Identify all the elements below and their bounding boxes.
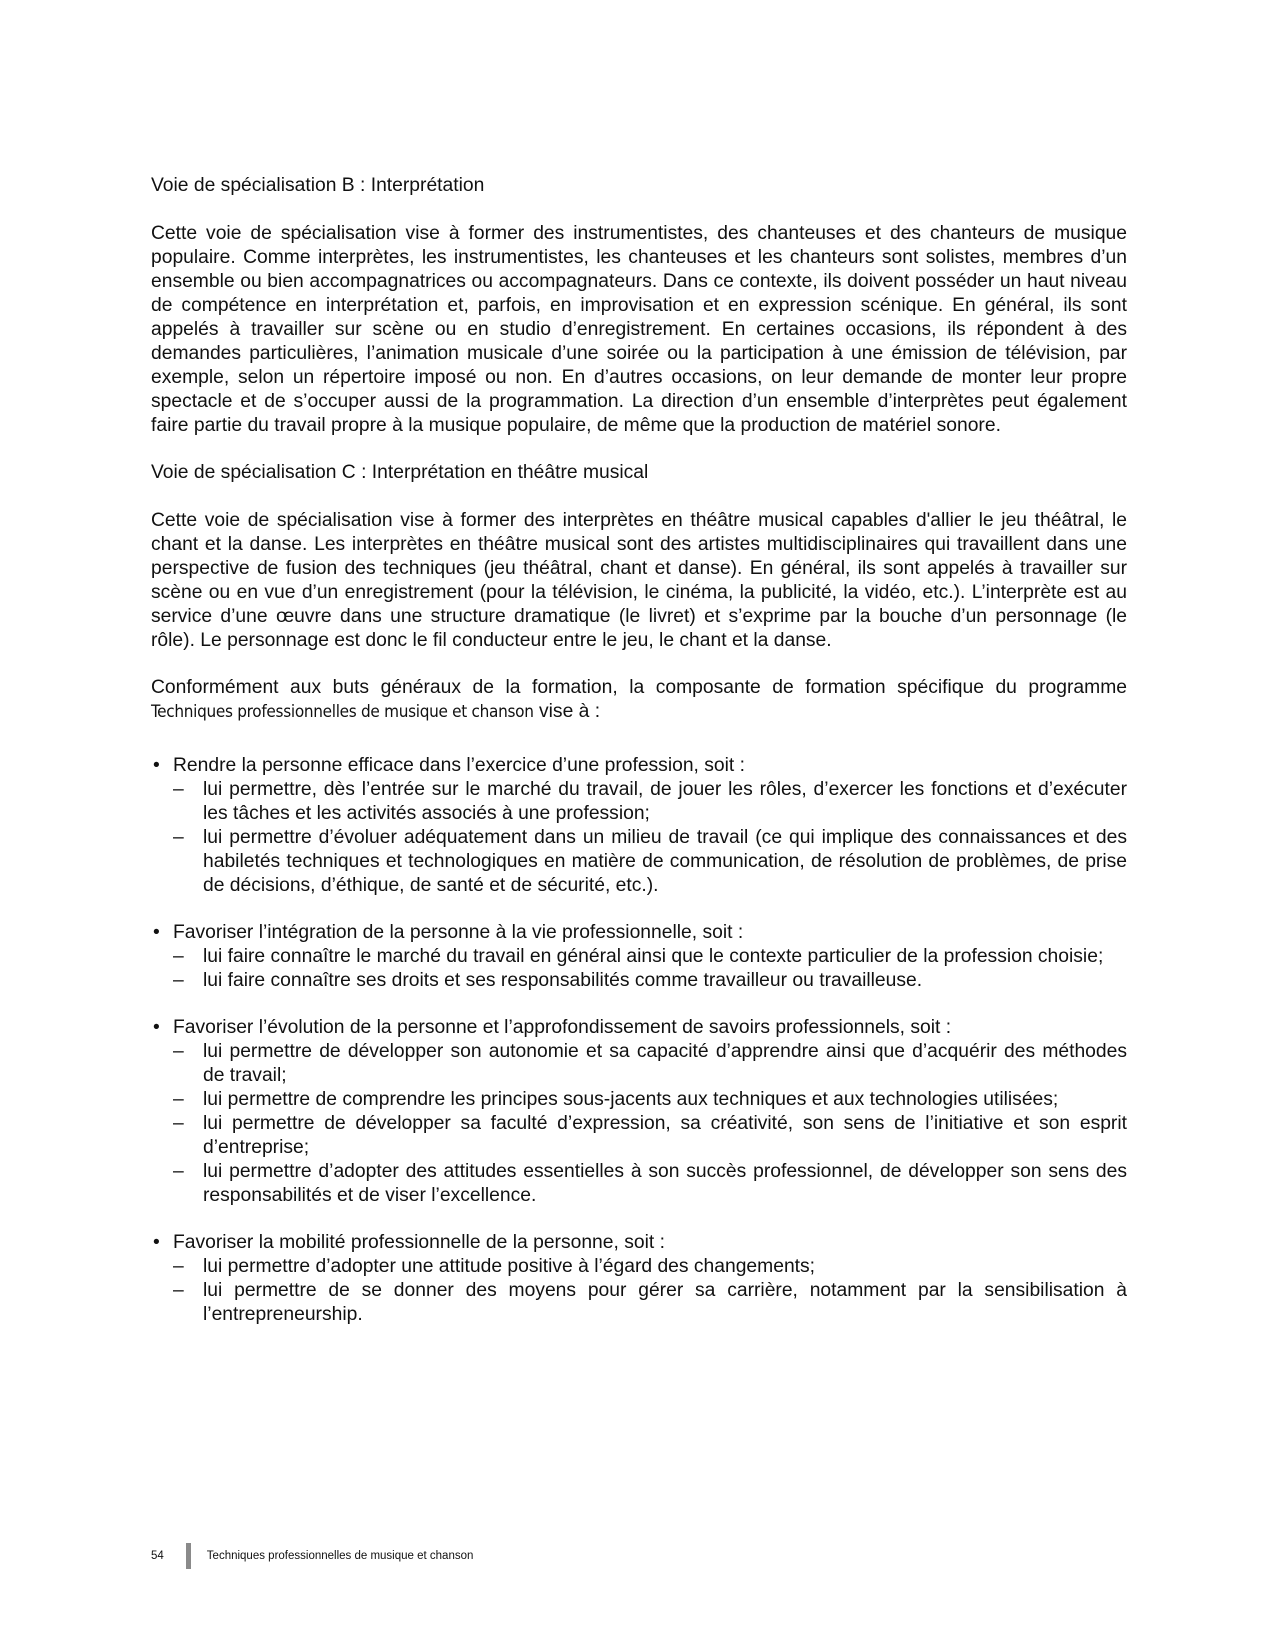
- goal-item: [151, 921, 1127, 993]
- goal-subitem: – lui permettre de développer son autonomie et sa capacité d’apprendre ainsi que d’acquérir des méthodes de travail;: [151, 1040, 1127, 1088]
- goal-subitem: – lui faire connaître le marché du travail en général ainsi que le contexte particulier de la profession choisie;: [151, 945, 1127, 969]
- intro-paragraph: [151, 676, 1127, 724]
- goal-subitem: – lui faire connaître ses droits et ses responsabilités comme travailleur ou travailleuse.: [151, 969, 1127, 993]
- goal-item: [151, 1231, 1127, 1327]
- goal-subitem: – lui permettre d’adopter une attitude positive à l’égard des changements;: [151, 1255, 1127, 1279]
- goal-subitems: [151, 945, 1127, 993]
- section-body-c: Cette voie de spécialisation vise à former des interprètes en théâtre musical capables d'allier le jeu théâtral, le chant et la danse. Les interprètes en théâtre musical sont des artistes multidisciplinaires qui travaillent dans une perspective de fusion des techniques (jeu théâtral, chant et danse). En général, ils sont appelés à travailler sur scène ou en vue d’un enregistrement (pour la télévision, le cinéma, la publicité, la vidéo, etc.). L’interprète est au service d’une œuvre dans une structure dramatique (le livret) et s’exprime par la bouche d’un personnage (le rôle). Le personnage est donc le fil conducteur entre le jeu, le chant et la danse.: [151, 510, 1127, 651]
- page-content: [151, 174, 1127, 1350]
- goal-title: • Favoriser l’intégration de la personne à la vie professionnelle, soit :: [151, 921, 1127, 945]
- goal-subitem: – lui permettre, dès l’entrée sur le marché du travail, de jouer les rôles, d’exercer les fonctions et d’exécuter les tâches et les activités associés à une profession;: [151, 778, 1127, 826]
- goals-list: [151, 754, 1127, 1327]
- goal-subitem: – lui permettre d’évoluer adéquatement dans un milieu de travail (ce qui implique des connaissances et des habiletés techniques et technologiques en matière de communication, de résolution de problèmes, de prise de décisions, d’éthique, de santé et de sécurité, etc.).: [151, 826, 1127, 898]
- footer-title: Techniques professionnelles de musique et chanson: [206, 1550, 474, 1562]
- intro-end: vise à :: [533, 701, 601, 722]
- goal-item: [151, 754, 1127, 898]
- goal-subitem: – lui permettre de se donner des moyens pour gérer sa carrière, notamment par la sensibilisation à l’entrepreneurship.: [151, 1279, 1127, 1327]
- goal-subitem: – lui permettre de comprendre les principes sous-jacents aux techniques et aux technologies utilisées;: [151, 1088, 1127, 1112]
- goal-title: • Favoriser la mobilité professionnelle de la personne, soit :: [151, 1231, 1127, 1255]
- goal-subitems: [151, 778, 1127, 898]
- page-number: 54: [151, 1550, 164, 1562]
- goal-item: [151, 1016, 1127, 1208]
- page-footer: [151, 1543, 473, 1569]
- goal-subitems: [151, 1040, 1127, 1208]
- goal-subitem: – lui permettre d’adopter des attitudes essentielles à son succès professionnel, de développer son sens des responsabilités et de viser l’excellence.: [151, 1160, 1127, 1208]
- program-name: Techniques professionnelles de musique et chanson: [151, 702, 534, 722]
- goal-title: • Favoriser l’évolution de la personne et l’approfondissement de savoirs professionnels, soit :: [151, 1016, 1127, 1040]
- section-body-b: Cette voie de spécialisation vise à former des instrumentistes, des chanteuses et des chanteurs de musique populaire. Comme interprètes, les instrumentistes, les chanteuses et les chanteurs sont solistes, membres d’un ensemble ou bien accompagnatrices ou accompagnateurs. Dans ce contexte, ils doivent posséder un haut niveau de compétence en interprétation et, parfois, en improvisation et en expression scénique. En général, ils sont appelés à travailler sur scène ou en studio d’enregistrement. En certaines occasions, ils répondent à des demandes particulières, l’animation musicale d’une soirée ou la participation à une émission de télévision, par exemple, selon un répertoire imposé ou non. En d’autres occasions, on leur demande de monter leur propre spectacle et de s’occuper aussi de la programmation. La direction d’un ensemble d’interprètes peut également faire partie du travail propre à la musique populaire, de même que la production de matériel sonore.: [151, 223, 1127, 436]
- goal-subitem: – lui permettre de développer sa faculté d’expression, sa créativité, son sens de l’initiative et son esprit d’entreprise;: [151, 1112, 1127, 1160]
- intro-text: Conformément aux buts généraux de la formation, la composante de formation spécifique du programme: [151, 677, 1127, 698]
- section-heading-c: Voie de spécialisation C : Interprétation en théâtre musical: [151, 462, 649, 483]
- goal-subitems: [151, 1255, 1127, 1327]
- footer-divider: [186, 1543, 191, 1569]
- goal-title: • Rendre la personne efficace dans l’exercice d’une profession, soit :: [151, 754, 1127, 778]
- section-heading-b: Voie de spécialisation B : Interprétation: [151, 175, 485, 196]
